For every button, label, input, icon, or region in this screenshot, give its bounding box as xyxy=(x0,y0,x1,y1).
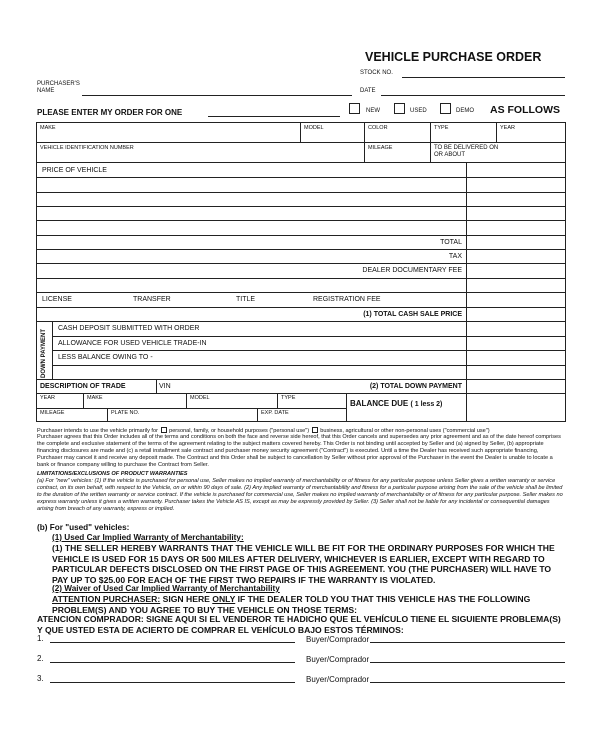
new-vehicle-warranty-text: (a) For "new" vehicles: (1) If the vehicle is purchased for personal use, Seller makes no implied warranty of merchantability or of fitness for any particular purpose unless Seller gives a written warranty or service contract, on its own behalf, with respect to the Vehicle, on or within 90 days of sale. (2) Any implied warranty of merchantability and fitness for a particular purpose arising from the sale of the vehicle shall be limited to the duration of the written warranty or service contract. If the vehicle is purchased for commercial use, Seller makes no implied warranty of merchantability or of fitness for any particular purpose. Seller makes no express warranty unless it gives a written warranty. Purchaser takes the Vehicle AS IS, except as may be expressly provided by Seller. (3) Seller shall not be liable for any incidental or consequential damages arising from breach of any warranty, express or implied. xyxy=(37,478,563,512)
amount-column-divider xyxy=(466,162,467,324)
cash-sale-price-label: (1) TOTAL CASH SALE PRICE xyxy=(363,311,462,318)
please-enter-label: PLEASE ENTER MY ORDER FOR ONE xyxy=(37,108,183,117)
used-item1: (1) Used Car Implied Warranty of Merchantability: xyxy=(52,533,244,542)
page-title: VEHICLE PURCHASE ORDER xyxy=(365,50,542,64)
attention-text: IF THE DEALER TOLD YOU THAT THIS VEHICLE HAS THE FOLLOWING PROBLEM(S) AND YOU AGREE TO BUY THE VEHICLE ON THOSE TERMS: xyxy=(52,594,531,615)
amount-column-divider xyxy=(466,322,467,394)
intended-use-prefix: Purchaser intends to use the vehicle primarily for xyxy=(37,428,158,434)
divider xyxy=(346,393,347,422)
divider xyxy=(156,379,157,393)
total-down-payment-label: (2) TOTAL DOWN PAYMENT xyxy=(369,383,462,390)
divider xyxy=(364,122,365,162)
warranties-heading: LIMITATIONS/EXCLUSIONS OF PRODUCT WARRANTIES xyxy=(37,471,188,477)
trade-vin-label: VIN xyxy=(159,383,171,390)
order-qty-field[interactable] xyxy=(208,116,340,117)
divider xyxy=(36,249,566,250)
problem-number: 2. xyxy=(37,654,44,663)
cash-deposit-label: CASH DEPOSIT SUBMITTED WITH ORDER xyxy=(58,325,200,332)
down-payment-label: DOWN PAYMENT xyxy=(41,328,47,378)
mileage-label: MILEAGE xyxy=(368,145,393,151)
divider xyxy=(257,408,258,422)
divider xyxy=(36,278,566,279)
trade-type-label: TYPE xyxy=(281,395,296,401)
as-follows-label: AS FOLLOWS xyxy=(490,104,560,116)
divider xyxy=(36,162,566,163)
divider xyxy=(36,235,566,236)
description-of-trade-label: DESCRIPTION OF TRADE xyxy=(40,383,126,390)
demo-label: DEMO xyxy=(456,108,474,114)
problem-field[interactable] xyxy=(50,642,295,643)
new-label: NEW xyxy=(366,108,380,114)
buyer-label: Buyer/Comprador xyxy=(306,655,370,664)
warranty-statement: (1) THE SELLER HEREBY WARRANTS THAT THE VEHICLE WILL BE FIT FOR THE ORDINARY PURPOSES FOR WHICH THE VEHICLE IS USED FOR 15 DAYS OR 500 MILES AFTER DELIVERY, WHICHEVER IS EARLIER, EXCEPT WITH REGARD TO PARTICULAR DEFECTS DISCLOSED ON THE FIRST PAGE OF THIS AGREEMENT. YOU (THE PURCHASER) WILL HAVE TO PAY UP TO $25.00 FOR EACH OF THE FIRST TWO REPAIRS IF THE WARRANTY IS VIOLATED. xyxy=(52,543,555,585)
divider xyxy=(430,122,431,162)
vin-label: VEHICLE IDENTIFICATION NUMBER xyxy=(40,145,134,151)
used-item2: (2) Waiver of Used Car Implied Warranty of Merchantability xyxy=(52,584,280,593)
balance-due-text: BALANCE DUE xyxy=(350,399,409,408)
problem-number: 1. xyxy=(37,634,44,643)
year-label: YEAR xyxy=(500,125,515,131)
divider xyxy=(52,350,566,351)
color-label: COLOR xyxy=(368,125,388,131)
divider xyxy=(36,192,566,193)
trade-plate-label: PLATE NO. xyxy=(111,410,140,416)
tax-label: TAX xyxy=(448,253,462,260)
personal-use-checkbox[interactable] xyxy=(161,427,167,433)
personal-use-label: personal, family, or household purposes ("personal use") xyxy=(169,428,310,434)
allowance-label: ALLOWANCE FOR USED VEHICLE TRADE-IN xyxy=(58,340,207,347)
stock-no-field[interactable] xyxy=(402,77,565,78)
divider xyxy=(36,307,566,308)
attention-label: ATTENTION PURCHASER: xyxy=(52,594,161,604)
divider xyxy=(300,122,301,142)
commercial-use-checkbox[interactable] xyxy=(312,427,318,433)
transfer-label: TRANSFER xyxy=(133,296,171,303)
divider xyxy=(36,292,566,293)
divider xyxy=(36,220,566,221)
trade-year-label: YEAR xyxy=(40,395,55,401)
balance-formula-text: ( 1 less 2) xyxy=(410,401,443,408)
model-label: MODEL xyxy=(304,125,324,131)
atencion-comprador: ATENCION COMPRADOR: SIGNE AQUI SI EL VENDEROR TE HADICHO QUE EL VEHÍCULO TIENE EL SIGUIENTE PROBLEMA(S) Y QUE USTED ESTA DE ACIERTO DE COMPRAR EL VEHÍCULO BAJO ESTOS TÉRMINOS: xyxy=(37,614,561,635)
purchaser-name-field[interactable] xyxy=(82,95,352,96)
problem-number: 3. xyxy=(37,674,44,683)
divider xyxy=(83,393,84,408)
less-balance-label: LESS BALANCE OWING TO - xyxy=(58,354,153,361)
price-of-vehicle-label: PRICE OF VEHICLE xyxy=(42,167,107,174)
divider xyxy=(36,142,566,143)
buyer-signature-field[interactable] xyxy=(370,642,565,643)
used-checkbox[interactable] xyxy=(394,103,405,114)
demo-checkbox[interactable] xyxy=(440,103,451,114)
total-label: TOTAL xyxy=(440,239,462,246)
balance-due-label xyxy=(350,399,442,408)
type-label: TYPE xyxy=(434,125,449,131)
divider xyxy=(466,393,467,422)
registration-fee-label: REGISTRATION FEE xyxy=(313,296,381,303)
new-checkbox[interactable] xyxy=(349,103,360,114)
buyer-label: Buyer/Comprador xyxy=(306,675,370,684)
purchaser-name-label: PURCHASER'S NAME xyxy=(37,81,80,94)
make-label: MAKE xyxy=(40,125,56,131)
attention-purchaser xyxy=(52,594,568,615)
used-label: USED xyxy=(410,108,427,114)
date-label: DATE xyxy=(360,88,376,94)
buyer-label: Buyer/Comprador xyxy=(306,635,370,644)
divider xyxy=(496,122,497,142)
divider xyxy=(186,393,187,408)
divider xyxy=(36,263,566,264)
divider xyxy=(277,393,278,408)
delivered-label: TO BE DELIVERED ON OR ABOUT xyxy=(434,145,499,158)
buyer-signature-field[interactable] xyxy=(370,662,565,663)
date-field[interactable] xyxy=(381,95,565,96)
only-label: ONLY xyxy=(212,594,236,604)
trade-model-label: MODEL xyxy=(190,395,210,401)
commercial-use-label: business, agricultural or other non-personal uses ("commercial use") xyxy=(320,428,490,434)
doc-fee-label: DEALER DOCUMENTARY FEE xyxy=(362,267,462,274)
trade-make-label: MAKE xyxy=(87,395,103,401)
problem-field[interactable] xyxy=(50,682,295,683)
divider xyxy=(36,321,566,322)
divider xyxy=(36,206,566,207)
title-label: TITLE xyxy=(236,296,256,303)
intended-use-line xyxy=(37,426,567,434)
agreement-text: Purchaser agrees that this Order includes all of the terms and conditions on both the face and reverse side hereof, that this Order cancels and supersedes any prior agreement and as of the date hereof comprises the complete and exclusive statement of the terms of the agreement relating to the subject matters covered hereby. This Order is not binding until accepted by Seller and (a) signed by Seller, (b) appropriate financing disclosures are made and (c) a retail installment sale contract and purchaser money security agreement ("Contract") is executed. Until a time the Dealer has received such appropriate financing, Purchaser may cancel it and receive any deposit made. The Contract and this Order shall be subject to cancellation by Seller without prior approval of the Purchaser in the event the Dealer is unable to locate a bank or finance company willing to purchase the Contract from Seller. xyxy=(37,434,561,468)
divider xyxy=(36,177,566,178)
divider xyxy=(36,393,566,394)
trade-mileage-label: MILEAGE xyxy=(40,410,65,416)
divider xyxy=(52,365,566,366)
license-label: LICENSE xyxy=(42,296,72,303)
buyer-signature-field[interactable] xyxy=(370,682,565,683)
problem-field[interactable] xyxy=(50,662,295,663)
divider xyxy=(107,408,108,422)
divider xyxy=(36,379,566,380)
trade-exp-date-label: EXP. DATE xyxy=(261,410,289,416)
sign-here-label: SIGN HERE xyxy=(162,594,210,604)
used-heading: (b) For "used" vehicles: xyxy=(37,523,130,532)
stock-no-label: STOCK NO. xyxy=(360,70,393,76)
divider xyxy=(52,336,566,337)
divider xyxy=(36,408,347,409)
